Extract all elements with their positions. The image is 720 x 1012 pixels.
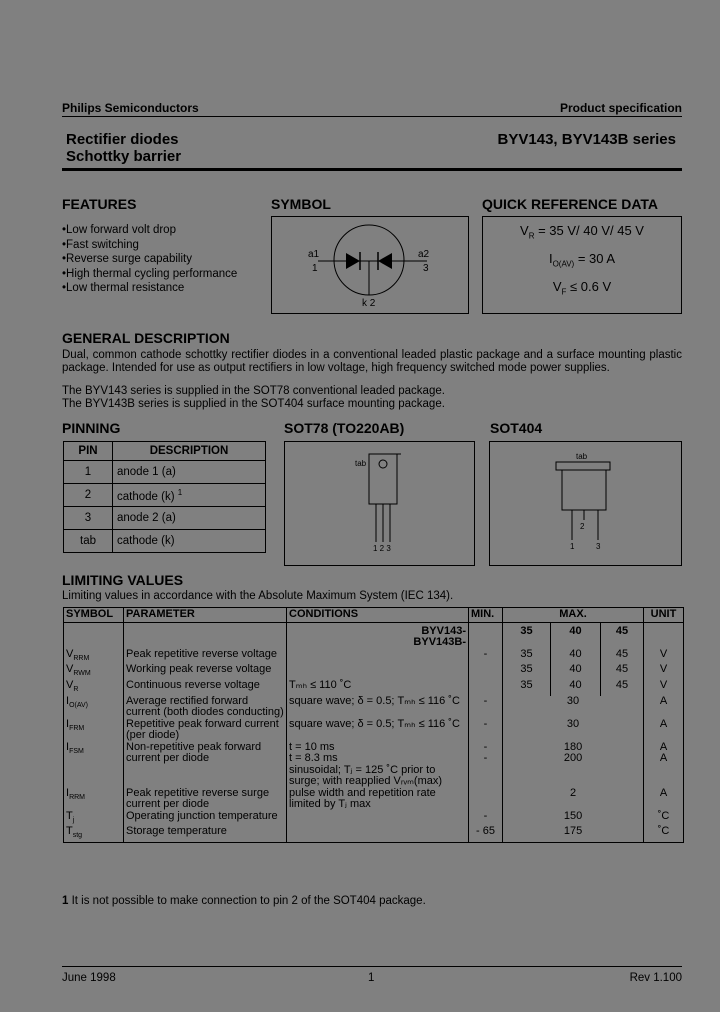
feature-item: • High thermal cycling performance [62,267,262,282]
cell-cond: square wave; δ = 0.5; Tₘₕ ≤ 116 ˚C [287,696,469,719]
col-symbol: SYMBOL [64,608,124,623]
pin-desc: anode 1 (a) [113,461,266,484]
cell-cond: pulse width and repetition rate limited by Tⱼ max [287,788,469,811]
cell-max-b: 40 [551,664,601,680]
table-row [64,649,684,665]
symbol-k2: k 2 [362,298,376,309]
cell-min: - [469,649,503,665]
sot404-box [489,441,682,566]
symbol-a2: a2 [418,249,430,260]
sot78-box [284,441,475,566]
footer-rev: Rev 1.100 [629,972,682,984]
cell-max: 30 [503,719,644,742]
cell-min [469,664,503,680]
cell-unit: A [644,696,684,719]
cell-param: Non-repetitive peak forward current per diode [124,742,287,788]
cell-param: Peak repetitive reverse voltage [124,649,287,665]
sot78-pins-label: 1 2 3 [373,544,391,553]
part-number: BYV143, BYV143B series [497,131,676,148]
sot404-heading: SOT404 [490,420,543,436]
quickref-heading: QUICK REFERENCE DATA [482,196,659,212]
pinning-heading: PINNING [62,420,121,436]
cell-unit: ˚C [644,811,684,827]
pin-number: 3 [64,507,113,530]
cell-cond: Tₘₕ ≤ 110 ˚C [287,680,469,696]
title-line2: Schottky barrier [66,148,182,165]
cell-max-c: 45 [601,649,644,665]
doc-type: Product specification [559,101,682,115]
cell-unit: V [644,649,684,665]
cell-min: - 65 [469,826,503,842]
cell-max-b: 40 [551,680,601,696]
cell-symbol: $I_{O(AV)}$ [64,696,124,719]
table-row [64,484,266,507]
cell-unit: ˚C [644,826,684,842]
pin-desc: cathode (k) [113,530,266,553]
header-rule [62,116,682,117]
features-list [62,223,262,296]
cell-min [469,788,503,811]
cell-min [469,680,503,696]
cell-cond [287,811,469,827]
variant-45: 45 [601,622,644,649]
col-max: MAX. [503,608,644,623]
table-row [64,811,684,827]
variant-40: 40 [551,622,601,649]
table-row [64,680,684,696]
feature-item: • Low thermal resistance [62,281,262,296]
sot78-heading: SOT78 (TO220AB) [284,420,405,436]
cell-unit: A [644,719,684,742]
cell-param: Average rectified forward current (both diodes conducting) [124,696,287,719]
symbol-pin3: 3 [423,263,429,274]
table-row [64,826,684,842]
cell-max-b: 40 [551,649,601,665]
cell-min: - - [469,742,503,788]
variant-labels: BYV143- BYV143B- [287,622,469,649]
table-row [64,664,684,680]
cell-param: Continuous reverse voltage [124,680,287,696]
general-p2: The BYV143 series is supplied in the SOT78 conventional leaded package. [62,385,445,397]
cell-unit: A [644,788,684,811]
sot404-pin1-label: 1 [570,542,575,551]
pin-desc: cathode (k) $^1$ [113,484,266,507]
cell-symbol: $I_{RRM}$ [64,788,124,811]
cell-unit: A A [644,742,684,788]
cell-max-c: 45 [601,680,644,696]
cell-max: 180 200 [503,742,644,788]
table-row [64,507,266,530]
cell-symbol: $T_{stg}$ [64,826,124,842]
general-heading: GENERAL DESCRIPTION [62,330,230,346]
table-row [64,622,684,649]
cell-cond [287,649,469,665]
col-parameter: PARAMETER [124,608,287,623]
pin-number: 1 [64,461,113,484]
symbol-pin1: 1 [312,263,318,274]
cell-param: Working peak reverse voltage [124,664,287,680]
pin-number: tab [64,530,113,553]
variant-35: 35 [503,622,551,649]
table-row [64,461,266,484]
quickref-vf: $V_F \le 0.6$ V [552,279,612,297]
cell-param: Repetitive peak forward current (per diode) [124,719,287,742]
table-row [64,719,684,742]
table-row [64,742,684,788]
pin-number: 2 [64,484,113,507]
footer-page: 1 [368,972,375,984]
pinning-table [63,441,266,553]
col-unit: UNIT [644,608,684,623]
pin-desc: anode 2 (a) [113,507,266,530]
cell-symbol: $V_R$ [64,680,124,696]
cell-param: Storage temperature [124,826,287,842]
features-heading: FEATURES [62,196,137,212]
cell-min: - [469,719,503,742]
cell-unit: V [644,680,684,696]
pin-col-header: PIN [64,442,113,461]
feature-item: • Low forward volt drop [62,223,262,238]
cell-symbol: $V_{RRM}$ [64,649,124,665]
limiting-table [63,607,684,843]
title-line1: Rectifier diodes [66,131,179,148]
cell-max: 150 [503,811,644,827]
sot78-tab-label: tab [355,459,367,468]
cell-max: 30 [503,696,644,719]
cell-cond: t = 10 ms t = 8.3 ms sinusoidal; Tⱼ = 125 ˚C prior to surge; with reapplied Vᵣᵥₘ(max) [287,742,469,788]
cell-symbol: $I_{FSM}$ [64,742,124,788]
cell-max-a: 35 [503,664,551,680]
footnote-mark: 1 [177,487,183,497]
sot404-pin3-label: 3 [596,542,601,551]
cell-cond [287,664,469,680]
footer-date: June 1998 [62,972,116,984]
symbol-a1: a1 [308,249,320,260]
general-p3: The BYV143B series is supplied in the SOT404 surface mounting package. [62,398,445,410]
cell-param: Operating junction temperature [124,811,287,827]
cell-max-c: 45 [601,664,644,680]
company-name: Philips Semiconductors [62,101,199,115]
symbol-box [271,216,469,314]
cell-cond: square wave; δ = 0.5; Tₘₕ ≤ 116 ˚C [287,719,469,742]
limiting-heading: LIMITING VALUES [62,572,184,588]
cell-min: - [469,811,503,827]
table-row [64,530,266,553]
sot404-tab-label: tab [576,452,588,461]
table-row [64,696,684,719]
cell-max: 2 [503,788,644,811]
quickref-box [482,216,682,314]
general-p1: Dual, common cathode schottky rectifier diodes in a conventional leaded plastic package and a surface mounting plastic package. Intended for use as output rectifiers in low voltage, high frequency switched mode power supplies. [62,349,682,374]
cell-symbol: $T_j$ [64,811,124,827]
footer-rule [62,966,682,967]
symbol-heading: SYMBOL [271,196,331,212]
col-conditions: CONDITIONS [287,608,469,623]
desc-col-header: DESCRIPTION [113,442,266,461]
cell-min: - [469,696,503,719]
cell-symbol: $V_{RWM}$ [64,664,124,680]
cell-max-a: 35 [503,680,551,696]
cell-max-a: 35 [503,649,551,665]
cell-max: 175 [503,826,644,842]
footnote: 1 It is not possible to make connection to pin 2 of the SOT404 package. [62,895,426,907]
sot404-pin2-label: 2 [580,522,585,531]
table-row [64,788,684,811]
cell-cond [287,826,469,842]
limiting-subtitle: Limiting values in accordance with the Absolute Maximum System (IEC 134). [62,590,454,602]
cell-unit: V [644,664,684,680]
col-min: MIN. [469,608,503,623]
title-rule [62,168,682,171]
feature-item: • Reverse surge capability [62,252,262,267]
quickref-io: $I_{O(AV)} = 30$ A [548,251,616,269]
cell-param: Peak repetitive reverse surge current per diode [124,788,287,811]
cell-symbol: $I_{FRM}$ [64,719,124,742]
feature-item: • Fast switching [62,238,262,253]
quickref-vr: $V_R = 35$ V/ 40 V/ 45 V [520,223,644,241]
